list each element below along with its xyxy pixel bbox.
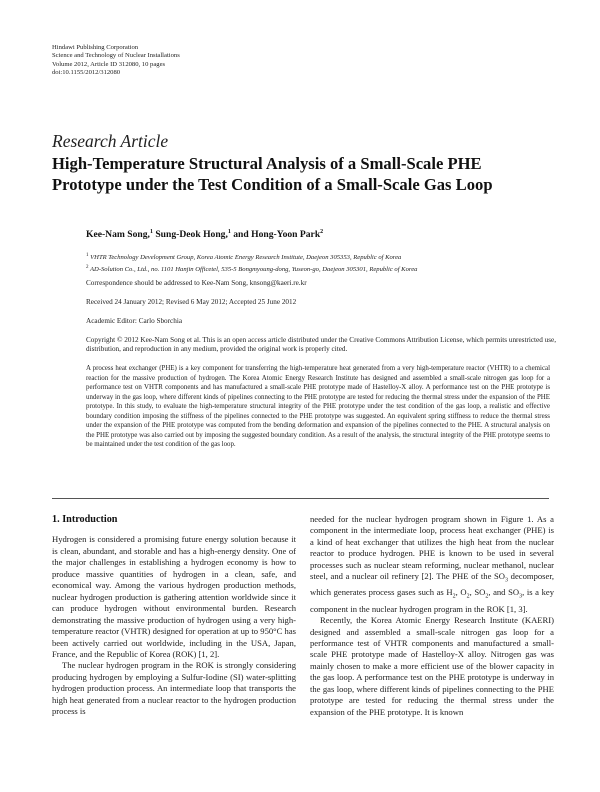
article-type: Research Article — [52, 131, 169, 151]
affiliation-mark: 1 — [86, 253, 89, 258]
paper-title — [52, 153, 572, 195]
title-line-1: High-Temperature Structural Analysis of a Small-Scale PHE — [52, 154, 482, 173]
section-divider — [52, 498, 549, 499]
title-line-2: Prototype under the Test Condition of a Small-Scale Gas Loop — [52, 175, 493, 194]
body-paragraph: Recently, the Korea Atomic Energy Research Institute (KAERI) designed and assembled a small-scale nitrogen gas loop for a performance test of VHTR components and manufactured a small-scale PHE prototype made of Hastelloy-X alloy. Nitrogen gas was mainly chosen to make a more efficient use of the blower capacity in the gas loop. A performance test on the PHE prototype is underway in the gas loop, where different kinds of pipelines connecting to the PHE prototype are tested for reducing the thermal stress under the expansion of the PHE prototype. It is known — [310, 615, 554, 717]
section-heading-introduction: 1. Introduction — [52, 514, 118, 525]
left-column — [52, 514, 296, 718]
volume-line: Volume 2012, Article ID 312080, 10 pages — [52, 60, 166, 68]
right-column — [310, 514, 554, 718]
body-paragraph: needed for the nuclear hydrogen program shown in Figure 1. As a component in the intermediate loop, process heat exchanger (PHE) is a kind of heat exchanger that utilizes the high heat from the nuclear reactor to produce hydrogen. PHE is known to be used in several processes such as nuclear steam reforming, nuclear methanol, nuclear steel, and a nuclear oil refinery [2]. The PHE of the $SO_3$ decomposer, which generates process gases such as $H_2$, $O_2$, $SO_2$, and $SO_3$, is a key component in the nuclear hydrogen program in the ROK [1, 3]. — [310, 514, 554, 614]
correspondence: Correspondence should be addressed to Kee-Nam Song, knsong@kaeri.re.kr — [86, 279, 307, 287]
doi-line: doi:10.1155/2012/312080 — [52, 69, 121, 77]
affiliation-mark: 1 — [149, 229, 153, 235]
journal-header — [52, 44, 352, 78]
affiliation-2: $^2$ AD-Solution Co., Ltd., no. 1101 Hanjin Officetel, 535-5 Bongmyoung-dong, Yuseon-go, Daejeon 305301, Republic of Korea — [86, 264, 418, 273]
author-list — [86, 229, 323, 240]
copyright-notice: Copyright © 2012 Kee-Nam Song et al. This is an open access article distributed under the Creative Commons Attribution License, which permits unrestricted use, distribution, and reproduction in any medium, provided the original work is properly cited. — [86, 336, 556, 354]
body-paragraph: The nuclear hydrogen program in the ROK is strongly considering producing hydrogen by employing a Sulfur-Iodine (SI) water-splitting hydrogen production process. An intermediate loop that transports the high heat generated from a nuclear reactor to the hydrogen production process is — [52, 660, 296, 717]
journal-line: Science and Technology of Nuclear Installations — [52, 52, 180, 60]
author-name: and Hong-Yoon Park — [230, 229, 321, 241]
received-dates: Received 24 January 2012; Revised 6 May 2012; Accepted 25 June 2012 — [86, 298, 297, 306]
abstract: A process heat exchanger (PHE) is a key component for transferring the high-temperature heat generated from a very high-temperature reactor (VHTR) to a chemical reaction for the massive production of hydrogen. The Korea Atomic Energy Research Institute has designed and assembled a small-scale nitrogen gas loop for a performance test on VHTR components and has manufactured a small-scale PHE prototype made of Hastelloy-X alloy. A performance test on the PHE prototype is underway in the gas loop, where different kinds of pipelines connecting to the PHE prototype are tested for reducing the thermal stress under the expansion of the PHE prototype. In this study, to evaluate the high-temperature structural integrity of the PHE prototype under the test condition of the gas loop, a realistic and effective boundary condition imposing the stiffness of the pipelines connected to the PHE prototype was suggested. An equivalent spring stiffness to reduce the thermal stress under the expansion of the PHE prototype was computed from the bending deformation and expansion of the pipelines connected to the PHE. A structural analysis on the PHE prototype was also carried out by imposing the suggested boundary condition. As a result of the analysis, the structural integrity of the PHE prototype seems to be maintained under the test condition of the gas loop. — [86, 365, 550, 449]
affiliation-mark: 2 — [320, 229, 324, 235]
affiliation-mark: 2 — [86, 264, 89, 270]
affiliation-mark: 1 — [227, 229, 231, 235]
body-paragraph: Hydrogen is considered a promising future energy solution because it is clean, abundant, and storable and has a high-energy density. One of the major challenges in establishing a hydrogen economy is how to produce massive quantities of hydrogen in a clean, safe, and economical way. Among the various hydrogen production methods, nuclear hydrogen production is gathering attention worldwide since it can produce hydrogen without environmental burden. Research demonstrating the massive production of hydrogen using a very high-temperature reactor (VHTR) designed for operation at up to 950°C has been actively carried out worldwide, including in the USA, Japan, France, and the Republic of Korea (ROK) [1, 2]. — [52, 534, 296, 659]
affiliations — [86, 251, 556, 274]
affiliation-1: $^1$ VHTR Technology Development Group, Korea Atomic Energy Research Institute, Daejeon 305353, Republic of Korea — [86, 253, 402, 262]
academic-editor: Academic Editor: Carlo Sborchia — [86, 317, 183, 325]
publisher-line: Hindawi Publishing Corporation — [52, 44, 139, 51]
author-name: Kee-Nam Song, — [86, 229, 150, 241]
author-name: Sung-Deok Hong, — [152, 229, 228, 241]
